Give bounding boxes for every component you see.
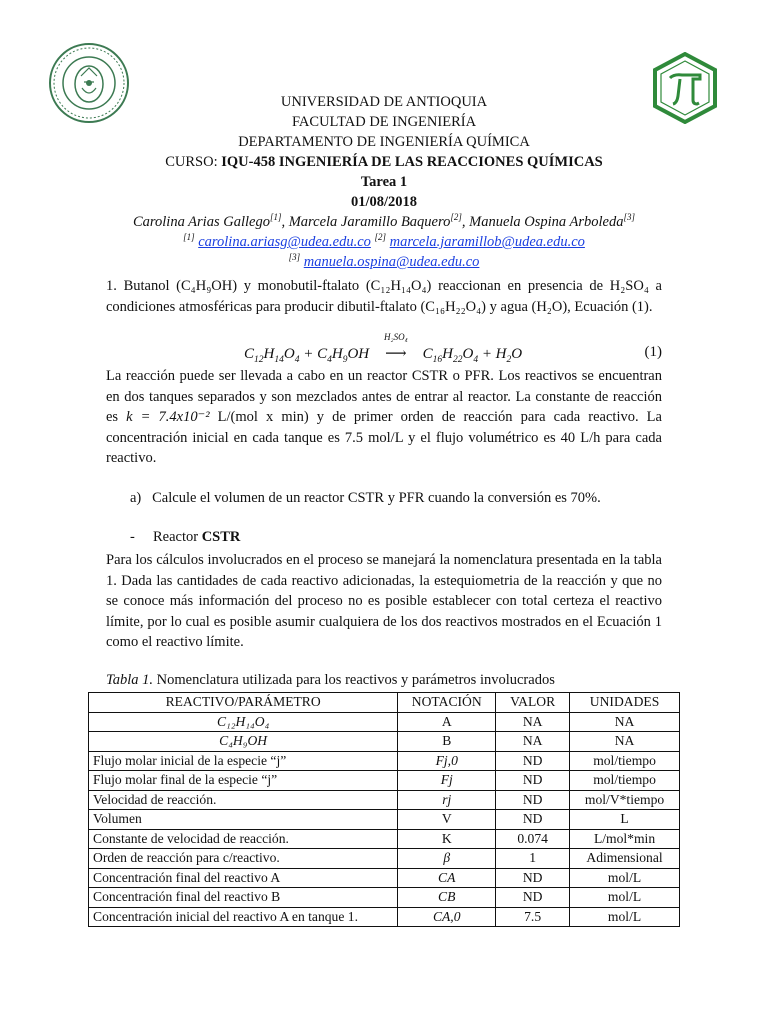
question-a xyxy=(130,490,601,507)
table-row xyxy=(89,829,680,849)
cell-value: NA xyxy=(496,712,570,732)
email-3-ref: [3] xyxy=(288,252,301,263)
table-row xyxy=(89,751,680,771)
section-paragraph: Para los cálculos involucrados en el proceso se manejará la nomenclatura presentada en la tabla 1. Dada las cantidades de cada reactivo adicionadas, la estequiometria de la reacción y que no se conoce más información del proceso no es posible establecer con total certeza el reactivo límite, por lo cual es posible asumir cualquiera de los dos reactivos mostrados en el Ecuación 1 como el reactivo límite. xyxy=(106,552,662,651)
cell-parameter: Velocidad de reacción. xyxy=(89,790,398,810)
table-header-row xyxy=(89,693,680,713)
cell-notation: β xyxy=(398,849,496,869)
author-2: Marcela Jaramillo Baquero xyxy=(288,214,451,230)
header-parameter: REACTIVO/PARÁMETRO xyxy=(89,693,398,713)
nomenclature-table xyxy=(88,692,680,927)
table-caption-label: Tabla 1. xyxy=(106,672,154,688)
email-2-link[interactable]: marcela.jaramillob@udea.edu.co xyxy=(389,234,585,250)
table-caption-text: Nomenclatura utilizada para los reactivos y parámetros involucrados xyxy=(153,672,555,688)
header-units: UNIDADES xyxy=(570,693,680,713)
cell-notation: rj xyxy=(398,790,496,810)
cell-units: NA xyxy=(570,732,680,752)
cell-units: L xyxy=(570,810,680,830)
author-3-ref: [3] xyxy=(623,212,636,223)
email-2-ref: [2] xyxy=(374,232,387,243)
cell-parameter: Constante de velocidad de reacción. xyxy=(89,829,398,849)
table-row xyxy=(89,849,680,869)
equation-number: (1) xyxy=(644,344,662,360)
cell-parameter: C₁₂H₁₄O₄ xyxy=(89,712,398,732)
cell-units: mol/L xyxy=(570,868,680,888)
cell-units: mol/tiempo xyxy=(570,751,680,771)
table-row xyxy=(89,907,680,927)
table-row xyxy=(89,712,680,732)
cell-notation: Fj xyxy=(398,771,496,791)
emails-line-1 xyxy=(0,232,768,252)
cell-parameter: Volumen xyxy=(89,810,398,830)
cell-notation: CA xyxy=(398,868,496,888)
table-row xyxy=(89,868,680,888)
cell-value: ND xyxy=(496,868,570,888)
cell-units: mol/L xyxy=(570,888,680,908)
table-row xyxy=(89,771,680,791)
question-a-marker: a) xyxy=(130,490,142,506)
table-caption xyxy=(106,672,555,689)
cell-value: ND xyxy=(496,790,570,810)
cell-notation: Fj,0 xyxy=(398,751,496,771)
faculty-name: FACULTAD DE INGENIERÍA xyxy=(291,114,477,130)
cell-parameter: Concentración final del reactivo A xyxy=(89,868,398,888)
cell-value: ND xyxy=(496,751,570,771)
cell-value: 0.074 xyxy=(496,829,570,849)
cell-units: L/mol*min xyxy=(570,829,680,849)
equation-formula: $C_{12}H_{14}O_4 + C_4H_9OH$ H₂SO₄ ⟶ $C_{16}H_{22}O_4 + H_2O$ xyxy=(244,332,523,365)
cell-parameter: C₄H₉OH xyxy=(89,732,398,752)
problem-intro: 1. Butanol (C₄H₉OH) y monobutil-ftalato (C₁₂H₁₄O₄) reaccionan en presencia de H₂SO₄ a condiciones atmosféricas para producir dibutil-ftalato (C₁₆H₂₂O₄) y agua (H₂O), Ecuación (1). xyxy=(106,278,662,315)
cell-parameter: Concentración final del reactivo B xyxy=(89,888,398,908)
cell-notation: A xyxy=(398,712,496,732)
description-part-1: La reacción puede ser llevada a cabo en un reactor CSTR o PFR. Los reactivos se encuentran en dos tanques separados y son mezclados antes de entrar al reactor. La constante de reacción es xyxy=(106,368,662,426)
author-separator: , xyxy=(461,214,470,230)
section-label: Reactor xyxy=(152,529,202,545)
cell-parameter: Flujo molar inicial de la especie “j” xyxy=(89,751,398,771)
cell-value: NA xyxy=(496,732,570,752)
problem-description xyxy=(106,366,662,469)
email-1-link[interactable]: carolina.ariasg@udea.edu.co xyxy=(198,234,371,250)
section-heading xyxy=(130,529,240,546)
emails-line-2 xyxy=(0,252,768,272)
cell-units: mol/tiempo xyxy=(570,771,680,791)
cell-notation: B xyxy=(398,732,496,752)
cell-units: mol/L xyxy=(570,907,680,927)
cell-units: Adimensional xyxy=(570,849,680,869)
author-1: Carolina Arias Gallego xyxy=(132,214,270,230)
course-prefix: CURSO: xyxy=(165,154,222,170)
assignment-date: 01/08/2018 xyxy=(350,194,418,210)
table-row xyxy=(89,790,680,810)
course-name: IQU-458 INGENIERÍA DE LAS REACCIONES QUÍMICAS xyxy=(221,154,603,170)
cell-notation: K xyxy=(398,829,496,849)
cell-value: ND xyxy=(496,771,570,791)
question-a-text: Calcule el volumen de un reactor CSTR y PFR cuando la conversión es 70%. xyxy=(152,490,601,506)
author-separator: , xyxy=(281,214,289,230)
cell-value: ND xyxy=(496,810,570,830)
cell-notation: V xyxy=(398,810,496,830)
rate-constant: k = 7.4x10⁻² xyxy=(126,409,210,426)
cell-parameter: Concentración inicial del reactivo A en tanque 1. xyxy=(89,907,398,927)
department-name: DEPARTAMENTO DE INGENIERÍA QUÍMICA xyxy=(238,134,530,150)
cell-value: ND xyxy=(496,888,570,908)
cell-notation: CA,0 xyxy=(398,907,496,927)
cell-units: mol/V*tiempo xyxy=(570,790,680,810)
university-name: UNIVERSIDAD DE ANTIOQUIA xyxy=(280,94,488,110)
author-1-ref: [1] xyxy=(269,212,282,223)
description-part-2: L/(mol x min) y de primer orden de reacción para cada reactivo. La concentración inicial en cada tanque es 7.5 mol/L y el flujo volumétrico es 40 L/h para cada reactivo. xyxy=(106,409,662,467)
email-3-link[interactable]: manuela.ospina@udea.edu.co xyxy=(303,254,480,270)
cell-parameter: Orden de reacción para c/reactivo. xyxy=(89,849,398,869)
cell-units: NA xyxy=(570,712,680,732)
cell-value: 7.5 xyxy=(496,907,570,927)
section-label-bold: CSTR xyxy=(201,529,241,545)
table-row xyxy=(89,810,680,830)
cell-notation: CB xyxy=(398,888,496,908)
course-line xyxy=(0,152,768,172)
author-3: Manuela Ospina Arboleda xyxy=(469,214,624,230)
assignment-title: Tarea 1 xyxy=(360,174,408,190)
author-2-ref: [2] xyxy=(450,212,462,223)
header-value: VALOR xyxy=(496,693,570,713)
table-row xyxy=(89,732,680,752)
header-notation: NOTACIÓN xyxy=(398,693,496,713)
section-dash: - xyxy=(130,529,135,545)
cell-value: 1 xyxy=(496,849,570,869)
email-1-ref: [1] xyxy=(183,232,195,243)
table-row xyxy=(89,888,680,908)
authors-line xyxy=(0,212,768,232)
reaction-equation xyxy=(106,332,662,366)
cell-parameter: Flujo molar final de la especie “j” xyxy=(89,771,398,791)
catalyst-label: H₂SO₄ xyxy=(383,332,408,342)
